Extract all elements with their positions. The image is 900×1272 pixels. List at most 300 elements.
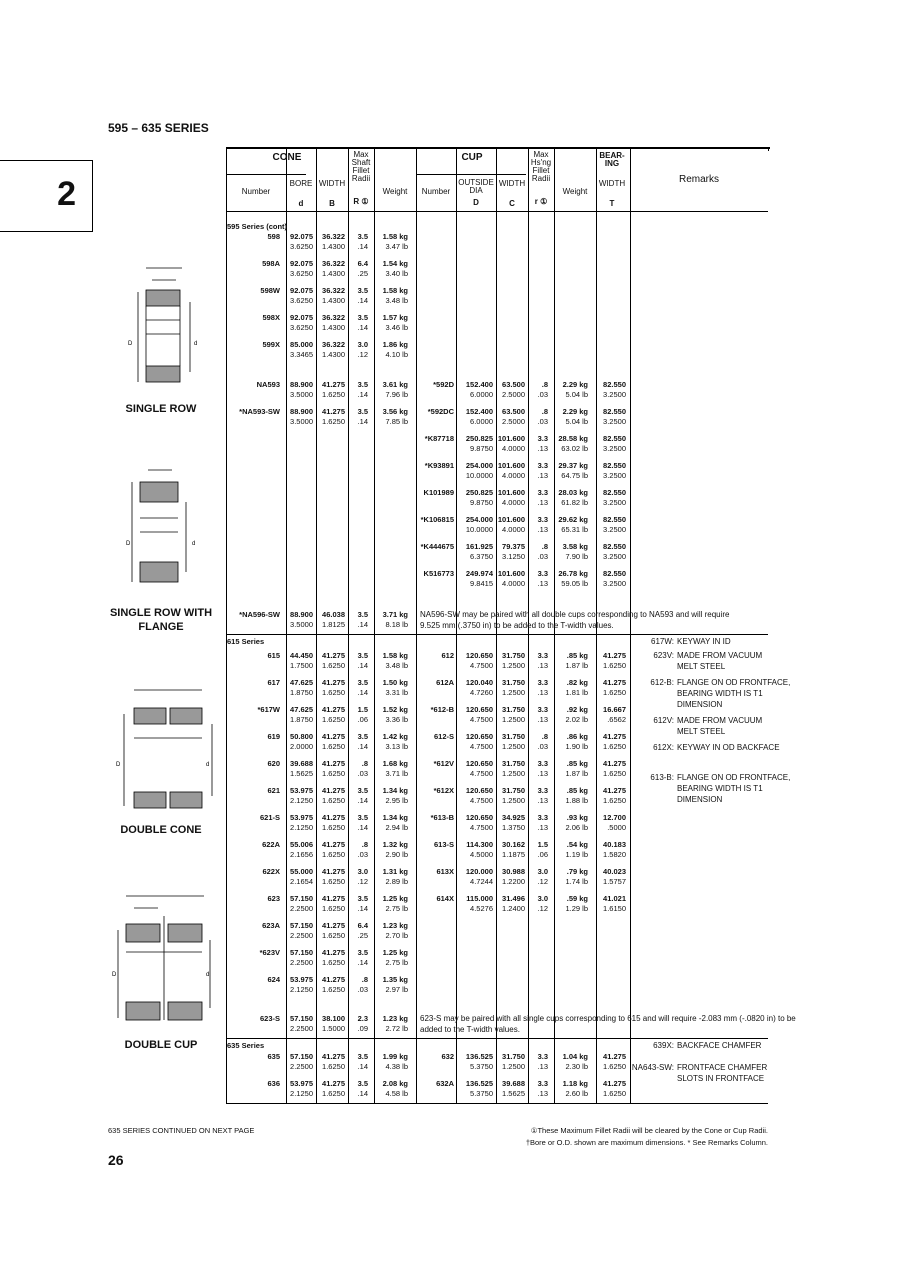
cup-od: 120.000 [465,867,493,876]
cone-width-header: WIDTH [318,179,346,188]
remark-key: 612V: [653,716,674,725]
cup-weight: .82 kg [566,678,588,687]
bearing-width: 82.550 [603,434,626,443]
cone-header: CONE [272,152,302,163]
cone-bore: 53.975 [290,786,313,795]
cone-weight: 3.71 kg [382,610,408,619]
cone-weight-in: 2.75 lb [385,904,408,913]
cone-fillet: 6.4 [357,259,368,268]
cup-weight-in: 65.31 lb [561,525,588,534]
svg-text:D: D [112,972,117,978]
D-symbol: D [473,198,479,207]
cup-width-in: 4.0000 [502,525,525,534]
cup-od-in: 4.7500 [470,742,493,751]
cone-width-in: 1.6250 [322,661,345,670]
cone-weight-in: 2.72 lb [385,1024,408,1033]
remark-text: BEARING WIDTH IS T1 [677,689,763,698]
cone-number: 617 [267,678,280,687]
cone-fillet: 3.5 [357,894,368,903]
cup-fillet: 3.3 [537,678,548,687]
cone-weight-in: 8.18 lb [385,620,408,629]
cup-width: 31.750 [502,678,525,687]
cone-number: 599X [262,340,280,349]
remark-key: 639X: [653,1041,674,1050]
double-cup-label: DOUBLE CUP [124,1039,198,1051]
cone-width-in: 1.6250 [322,904,345,913]
cone-width: 36.322 [322,340,345,349]
cone-weight-in: 2.70 lb [385,931,408,940]
cup-od: 115.000 [466,894,493,903]
cup-number: *612-B [430,705,454,714]
cone-weight-in: 3.48 lb [385,296,408,305]
cone-fillet: 3.5 [357,610,368,619]
cone-fillet: 3.5 [357,786,368,795]
svg-text:D: D [126,541,131,547]
cup-weight: .79 kg [566,867,588,876]
cone-weight-in: 3.48 lb [385,661,408,670]
cup-width: 101.600 [497,488,525,497]
cone-width-in: 1.6250 [322,958,345,967]
cone-fillet-in: .14 [357,323,368,332]
cup-number: 632A [436,1079,454,1088]
bearing-width: 16.667 [603,705,626,714]
remark-key: 623V: [653,651,674,660]
cone-number: 615 [267,651,280,660]
cup-weight: .92 kg [566,705,588,714]
cup-od-in: 6.3750 [470,552,493,561]
cup-number: *592DC [427,407,454,416]
cone-width: 41.275 [322,921,345,930]
bearing-width: 41.275 [603,786,626,795]
cone-weight-in: 3.40 lb [385,269,408,278]
cone-fillet-in: .25 [357,269,368,278]
cup-width-in: 1.2500 [502,1062,525,1071]
cone-fillet-in: .14 [357,1089,368,1098]
svg-text:D: D [116,762,121,768]
cup-width-header: WIDTH [498,179,526,188]
cup-weight: .85 kg [566,651,588,660]
cone-fillet-in: .12 [357,877,368,886]
cup-number: *613-B [430,813,454,822]
cone-bore: 88.900 [290,380,313,389]
bearing-width: 41.275 [603,651,626,660]
bearing-width-in: 3.2500 [603,390,626,399]
cone-width-in: 1.4300 [322,323,345,332]
cup-fillet: 3.3 [537,569,548,578]
cup-weight: .93 kg [566,813,588,822]
cone-number: 598 [267,232,280,241]
cup-weight-in: 2.02 lb [565,715,588,724]
table-top-rule [226,147,770,149]
cone-bore: 88.900 [290,407,313,416]
bearing-width-in: 3.2500 [603,471,626,480]
cup-fillet-in: .13 [537,444,548,453]
outside-dia-header: OUTSIDE DIA [458,178,494,195]
cup-width: 31.750 [502,759,525,768]
svg-text:d: d [206,972,210,978]
cone-fillet: .8 [361,840,368,849]
cone-width: 41.275 [322,732,345,741]
cup-width: 34.925 [502,813,525,822]
remark-text: KEYWAY IN ID [677,637,731,646]
cup-fillet: 3.3 [537,1052,548,1061]
cup-fillet-in: .13 [537,471,548,480]
cone-fillet: 3.0 [357,340,368,349]
cone-width-in: 1.6250 [322,877,345,886]
cup-weight-in: 61.82 lb [561,498,588,507]
cone-weight-in: 3.46 lb [385,323,408,332]
cone-bore: 55.006 [290,840,313,849]
cup-fillet-in: .13 [537,661,548,670]
group-rule-635 [226,1038,768,1039]
cone-width: 36.322 [322,259,345,268]
cup-od-in: 4.7500 [470,661,493,670]
bearing-width: 82.550 [603,407,626,416]
bearing-width-in: .5000 [607,823,626,832]
cone-number: 598A [262,259,280,268]
column-rule [768,147,769,151]
cone-weight: 1.99 kg [382,1052,408,1061]
cup-fillet-in: .13 [537,579,548,588]
cone-width: 41.275 [322,867,345,876]
cone-bore-in: 3.5000 [290,620,313,629]
bearing-width: 40.183 [603,840,626,849]
cup-weight-in: 1.74 lb [565,877,588,886]
cone-fillet: 3.5 [357,286,368,295]
cup-number: *K87718 [424,434,454,443]
cone-bore-in: 3.6250 [290,296,313,305]
footnote-1: ①These Maximum Fillet Radii will be cleared by the Cone or Cup Radii. [530,1126,768,1135]
continued-note: 635 SERIES CONTINUED ON NEXT PAGE [108,1126,255,1135]
cup-fillet: 3.3 [537,515,548,524]
cone-fillet-in: .14 [357,688,368,697]
cup-fillet-in: .03 [537,417,548,426]
bearing-width-in: 3.2500 [603,417,626,426]
cup-od: 136.525 [465,1079,493,1088]
cone-number: 624 [267,975,280,984]
T-symbol: T [609,199,615,208]
cup-width: 101.600 [497,515,525,524]
group-615: 615 Series [227,637,265,646]
cup-od: 254.000 [465,461,493,470]
cone-bore-in: 3.6250 [290,323,313,332]
cup-od-in: 9.8750 [470,444,493,453]
cone-bore: 57.150 [290,1014,313,1023]
bearing-width: 41.275 [603,1079,626,1088]
cone-number: 621 [267,786,280,795]
cone-fillet: 3.5 [357,232,368,241]
cup-width-in: 3.1250 [502,552,525,561]
cone-weight-in: 2.95 lb [385,796,408,805]
bearing-width-in: 1.6250 [603,796,626,805]
cone-weight-in: 7.85 lb [385,417,408,426]
cup-width: 63.500 [502,407,525,416]
cone-weight-in: 2.97 lb [385,985,408,994]
cone-width-in: 1.6250 [322,985,345,994]
cup-od: 136.525 [465,1052,493,1061]
cup-od: 161.925 [465,542,493,551]
group-635: 635 Series [227,1041,265,1050]
cup-number: 612A [436,678,454,687]
cone-weight: 1.25 kg [382,948,408,957]
cup-weight: 2.29 kg [562,407,588,416]
cup-weight: 29.37 kg [558,461,588,470]
note-623s-line2: added to the T-width values. [420,1025,520,1034]
cup-weight-header: Weight [562,187,588,196]
remark-key: 612X: [653,743,674,752]
cup-weight: .59 kg [566,894,588,903]
cone-bore: 53.975 [290,1079,313,1088]
cup-width-in: 1.3750 [502,823,525,832]
cone-weight: 1.57 kg [382,313,408,322]
d-symbol: d [298,199,304,208]
cone-fillet-in: .12 [357,350,368,359]
bearing-header: BEAR- ING [599,151,625,168]
cup-od-in: 6.0000 [470,417,493,426]
footnote-2: †Bore or O.D. shown are maximum dimensions. * See Remarks Column. [525,1138,768,1147]
cup-number: K101989 [423,488,454,497]
bearing-width: 82.550 [603,380,626,389]
cone-width-in: 1.6250 [322,931,345,940]
cup-weight: .54 kg [566,840,588,849]
cup-od-in: 6.0000 [470,390,493,399]
section-number: 2 [57,175,76,213]
group-rule-615 [226,634,768,635]
cup-number: K516773 [423,569,454,578]
cone-bore: 57.150 [290,921,313,930]
cup-weight-in: 5.04 lb [565,390,588,399]
cone-fillet-in: .14 [357,823,368,832]
section-tab [0,160,93,232]
cone-weight: 1.50 kg [382,678,408,687]
cup-weight-in: 1.87 lb [565,661,588,670]
cone-weight-in: 3.47 lb [385,242,408,251]
cone-width: 41.275 [322,705,345,714]
bearing-width-in: 1.6250 [603,661,626,670]
cone-fillet-in: .14 [357,796,368,805]
cup-fillet-in: .13 [537,525,548,534]
cone-width-in: 1.6250 [322,796,345,805]
cup-number: 613X [436,867,454,876]
cup-od: 120.650 [465,732,493,741]
cone-number: 622A [262,840,280,849]
cone-weight: 3.61 kg [382,380,408,389]
R-symbol: R ① [353,197,369,206]
cup-fillet-in: .13 [537,1062,548,1071]
cone-number: 636 [267,1079,280,1088]
cone-fillet: 3.0 [357,867,368,876]
cone-number: 623A [262,921,280,930]
cone-width: 41.275 [322,1079,345,1088]
remarks-header: Remarks [678,174,719,185]
cone-fillet: 3.5 [357,1052,368,1061]
cone-width-in: 1.6250 [322,390,345,399]
cone-fillet-in: .06 [357,715,368,724]
cone-fillet-in: .03 [357,769,368,778]
cup-od: 120.650 [465,705,493,714]
series-title: 595 – 635 SERIES [108,121,209,135]
cup-fillet: 3.3 [537,651,548,660]
cup-od: 114.300 [466,840,493,849]
cone-weight: 1.34 kg [382,813,408,822]
bearing-width-in: 3.2500 [603,579,626,588]
cup-fillet-in: .03 [537,742,548,751]
cone-bore: 50.800 [290,732,313,741]
cone-fillet-in: .14 [357,390,368,399]
cup-od-in: 4.7500 [470,715,493,724]
cup-number: *612X [433,786,454,795]
cone-weight: 1.58 kg [382,651,408,660]
cup-od: 120.650 [465,651,493,660]
cone-number: *623V [259,948,280,957]
cone-width: 41.275 [322,380,345,389]
cone-bore-in: 1.7500 [290,661,313,670]
cup-number: *592D [433,380,454,389]
bearing-width: 82.550 [603,569,626,578]
header-bottom-rule [226,211,768,212]
cone-width-in: 1.6250 [322,742,345,751]
cone-weight-in: 2.90 lb [385,850,408,859]
cone-weight-in: 3.31 lb [385,688,408,697]
cone-fillet: 3.5 [357,313,368,322]
cone-number: 623 [267,894,280,903]
cone-width-in: 1.4300 [322,350,345,359]
cone-number: *NA596-SW [239,610,280,619]
cup-od: 120.040 [465,678,493,687]
cone-width-in: 1.6250 [322,1089,345,1098]
cone-fillet-in: .09 [357,1024,368,1033]
cone-fillet-in: .03 [357,985,368,994]
cone-fillet-in: .14 [357,242,368,251]
cup-od-in: 9.8750 [470,498,493,507]
remark-key: 617W: [651,637,674,646]
cone-width: 41.275 [322,948,345,957]
cone-fillet-in: .14 [357,417,368,426]
bearing-width-in: 1.5757 [603,877,626,886]
column-rule [630,147,631,1103]
cup-weight: 28.58 kg [558,434,588,443]
cup-od: 250.825 [465,434,493,443]
cone-weight-in: 4.10 lb [385,350,408,359]
cone-weight-in: 7.96 lb [385,390,408,399]
cup-fillet: 3.3 [537,759,548,768]
bearing-width-in: 1.6250 [603,742,626,751]
cone-bore-in: 2.1250 [290,985,313,994]
cone-bore: 39.688 [290,759,313,768]
cone-weight: 1.31 kg [382,867,408,876]
cup-number: *612V [433,759,454,768]
cup-od: 120.650 [465,759,493,768]
cup-fillet-in: .06 [537,850,548,859]
cone-width-in: 1.6250 [322,417,345,426]
cone-number: 598W [260,286,280,295]
cone-width-in: 1.4300 [322,296,345,305]
bearing-width: 82.550 [603,461,626,470]
cone-weight-in: 3.36 lb [385,715,408,724]
cone-number: 598X [262,313,280,322]
cone-weight: 1.35 kg [382,975,408,984]
cup-fillet: 3.3 [537,488,548,497]
cup-od: 120.650 [465,813,493,822]
bearing-width-in: 1.6250 [603,688,626,697]
cup-fillet: 3.3 [537,786,548,795]
cone-weight-header: Weight [382,187,408,196]
cone-weight: 1.58 kg [382,286,408,295]
cone-bore: 57.150 [290,894,313,903]
cup-od-in: 4.7500 [470,769,493,778]
note-na596-line2: 9.525 mm (.3750 in) to be added to the T-width values. [420,621,614,630]
cone-bore-in: 1.8750 [290,715,313,724]
cup-weight-in: 2.60 lb [565,1089,588,1098]
C-symbol: C [509,199,515,208]
cone-bore: 55.000 [290,867,313,876]
bearing-width-in: 3.2500 [603,525,626,534]
cone-width-in: 1.6250 [322,850,345,859]
svg-text:d: d [194,341,198,347]
cone-weight-in: 4.38 lb [385,1062,408,1071]
single-row-label: SINGLE ROW [125,403,197,415]
cone-number: 621-S [259,813,280,822]
cup-od-in: 5.3750 [470,1089,493,1098]
cup-fillet-in: .13 [537,688,548,697]
cup-od-in: 4.7260 [470,688,493,697]
remark-key: 613-B: [650,773,674,782]
cone-fillet-in: .14 [357,661,368,670]
cup-number: *K106815 [420,515,454,524]
bearing-width: 41.021 [603,894,626,903]
cup-od: 152.400 [465,407,493,416]
cone-fillet-in: .14 [357,958,368,967]
cone-width: 41.275 [322,894,345,903]
cup-weight-in: 1.19 lb [565,850,588,859]
cone-weight: 1.54 kg [382,259,408,268]
cone-number: 619 [267,732,280,741]
cup-od-in: 4.7244 [470,877,493,886]
cone-bore-in: 2.2500 [290,931,313,940]
cup-weight: 2.29 kg [562,380,588,389]
cone-width-in: 1.4300 [322,269,345,278]
cone-fillet-in: .14 [357,296,368,305]
cone-number: NA593 [256,380,280,389]
note-623s-line1: 623-S may be paired with all single cups corresponding to 615 and will require -2.083 mm (-.0820 in) to be [420,1014,796,1023]
cup-fillet: 3.0 [537,894,548,903]
cone-weight: 1.58 kg [382,232,408,241]
cup-fillet: 3.3 [537,434,548,443]
remark-text: BEARING WIDTH IS T1 [677,784,763,793]
cone-fillet: 3.5 [357,651,368,660]
cone-width: 41.275 [322,975,345,984]
cone-weight-in: 2.89 lb [385,877,408,886]
cup-weight: 3.58 kg [562,542,588,551]
cup-fillet: .8 [541,380,548,389]
bearing-width: 41.275 [603,732,626,741]
cone-bore-in: 2.1250 [290,796,313,805]
cone-fillet: 1.5 [357,705,368,714]
cup-od-in: 5.3750 [470,1062,493,1071]
remark-key: 612-B: [650,678,674,687]
cup-width: 79.375 [502,542,525,551]
cone-weight: 1.52 kg [382,705,408,714]
cup-od-in: 4.5276 [470,904,493,913]
cup-weight: .85 kg [566,759,588,768]
cone-width-in: 1.6250 [322,715,345,724]
cup-fillet: 3.0 [537,867,548,876]
cone-fillet: .8 [361,975,368,984]
svg-text:d: d [192,541,196,547]
remark-text: BACKFACE CHAMFER [677,1041,762,1050]
cup-od-in: 9.8415 [470,579,493,588]
cone-bore-in: 2.1250 [290,823,313,832]
